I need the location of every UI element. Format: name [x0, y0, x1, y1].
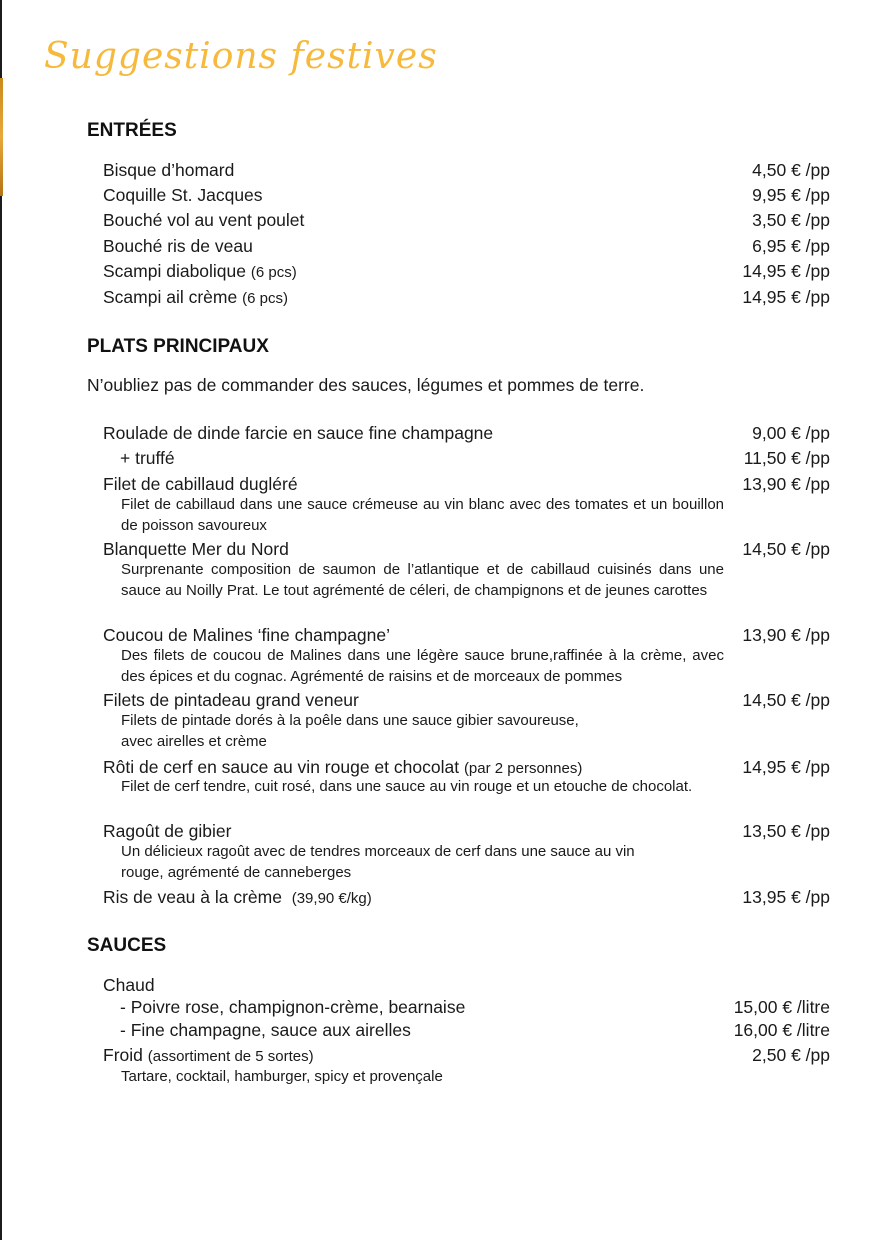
item-name: Coucou de Malines ‘fine champagne’: [103, 625, 390, 645]
menu-item: [103, 473, 830, 495]
page-title: Suggestions festives: [44, 36, 438, 77]
item-note: (39,90 €/kg): [291, 890, 372, 907]
item-description: Filet de cerf tendre, cuit rosé, dans une sauce au vin rouge et un etouche de chocolat.: [121, 778, 693, 795]
item-description-line: Un délicieux ragoût avec de tendres morceaux de cerf dans une sauce au vin: [121, 843, 635, 860]
item-price: 11,50 € /pp: [743, 448, 830, 468]
menu-item: [103, 422, 830, 444]
item-price: 13,50 € /pp: [742, 821, 830, 841]
item-description: Tartare, cocktail, hamburger, spicy et provençale: [121, 1068, 443, 1085]
section-heading-plats: PLATS PRINCIPAUX: [87, 336, 269, 357]
item-name: Coquille St. Jacques: [103, 185, 263, 205]
item-note: (6 pcs): [250, 264, 297, 281]
item-name: Froid (assortiment de 5 sortes): [103, 1045, 314, 1065]
item-price: 9,00 € /pp: [752, 423, 830, 443]
item-price: 9,95 € /pp: [752, 185, 830, 205]
item-name: Blanquette Mer du Nord: [103, 539, 289, 559]
item-name: Roulade de dinde farcie en sauce fine champagne: [103, 423, 494, 443]
item-note: (6 pcs): [242, 290, 288, 307]
menu-item: [103, 159, 830, 181]
item-price: 13,90 € /pp: [742, 625, 830, 645]
menu-item: [103, 538, 830, 560]
item-name: Bisque d’homard: [103, 160, 235, 180]
item-description: [121, 841, 724, 883]
menu-item: [103, 1019, 830, 1041]
item-price: 3,50 € /pp: [752, 210, 830, 230]
menu-item: [103, 624, 830, 646]
menu-item: [103, 209, 830, 231]
item-price: 4,50 € /pp: [752, 160, 830, 180]
item-price: 16,00 € /litre: [733, 1020, 830, 1040]
menu-item: [103, 756, 830, 778]
item-name: Scampi diabolique (6 pcs): [103, 261, 297, 281]
section-heading-entrees: ENTRÉES: [87, 120, 177, 141]
item-name: Filet de cabillaud dugléré: [103, 474, 298, 494]
menu-item: [103, 260, 830, 282]
item-name: Bouché ris de veau: [103, 236, 253, 256]
item-price: 13,95 € /pp: [742, 887, 830, 907]
section-intro: N’oubliez pas de commander des sauces, légumes et pommes de terre.: [87, 375, 645, 395]
item-description: Surprenante composition de saumon de l’atlantique et de cabillaud cuisinés dans une sauce au Noilly Prat. Le tout agrémenté de céleri, de champignons et de jeunes carottes: [121, 561, 724, 599]
menu-item: [103, 689, 830, 711]
item-name: Bouché vol au vent poulet: [103, 210, 305, 230]
item-price: 14,50 € /pp: [742, 690, 830, 710]
menu-item: [103, 886, 830, 908]
item-name: Rôti de cerf en sauce au vin rouge et chocolat (par 2 personnes): [103, 757, 583, 777]
menu-item: [103, 820, 830, 842]
menu-item-option: [103, 447, 830, 469]
item-description-line: avec airelles et crème: [121, 733, 267, 750]
item-note: (assortiment de 5 sortes): [147, 1048, 314, 1065]
item-description: Filet de cabillaud dans une sauce crémeuse au vin blanc avec des tomates et un bouillon de poisson savoureux: [121, 496, 724, 534]
item-name: Filets de pintadeau grand veneur: [103, 690, 359, 710]
menu-item: [103, 286, 830, 308]
item-price: 14,95 € /pp: [742, 261, 830, 281]
item-price: 13,90 € /pp: [742, 474, 830, 494]
sauce-group-hot: [103, 974, 830, 996]
item-price: 6,95 € /pp: [752, 236, 830, 256]
item-price: 14,95 € /pp: [742, 287, 830, 307]
item-name: Scampi ail crème (6 pcs): [103, 287, 288, 307]
item-name: Ris de veau à la crème (39,90 €/kg): [103, 887, 372, 907]
item-name: Ragoût de gibier: [103, 821, 232, 841]
item-name: + truffé: [120, 448, 175, 468]
item-name: - Poivre rose, champignon-crème, bearnaise: [120, 997, 466, 1017]
item-price: 14,50 € /pp: [742, 539, 830, 559]
menu-item: [103, 184, 830, 206]
menu-item: [103, 1044, 830, 1066]
item-description-line: Filets de pintade dorés à la poêle dans une sauce gibier savoureuse,: [121, 712, 579, 729]
section-heading-sauces: SAUCES: [87, 935, 167, 956]
sauce-group-label: Chaud: [103, 975, 155, 995]
item-name: - Fine champagne, sauce aux airelles: [120, 1020, 411, 1040]
menu-item: [103, 996, 830, 1018]
item-description: Des filets de coucou de Malines dans une légère sauce brune,raffinée à la crème, avec des épices et du cognac. Agrémenté de raisins et de morceaux de pommes: [121, 647, 724, 685]
menu-item: [103, 235, 830, 257]
item-price: 15,00 € /litre: [733, 997, 830, 1017]
item-price: 2,50 € /pp: [752, 1045, 830, 1065]
item-price: 14,95 € /pp: [742, 757, 830, 777]
item-description-line: rouge, agrémenté de canneberges: [121, 864, 352, 881]
item-note: (par 2 personnes): [463, 760, 583, 777]
item-description: [121, 710, 724, 752]
page-edge-accent: [0, 78, 3, 196]
